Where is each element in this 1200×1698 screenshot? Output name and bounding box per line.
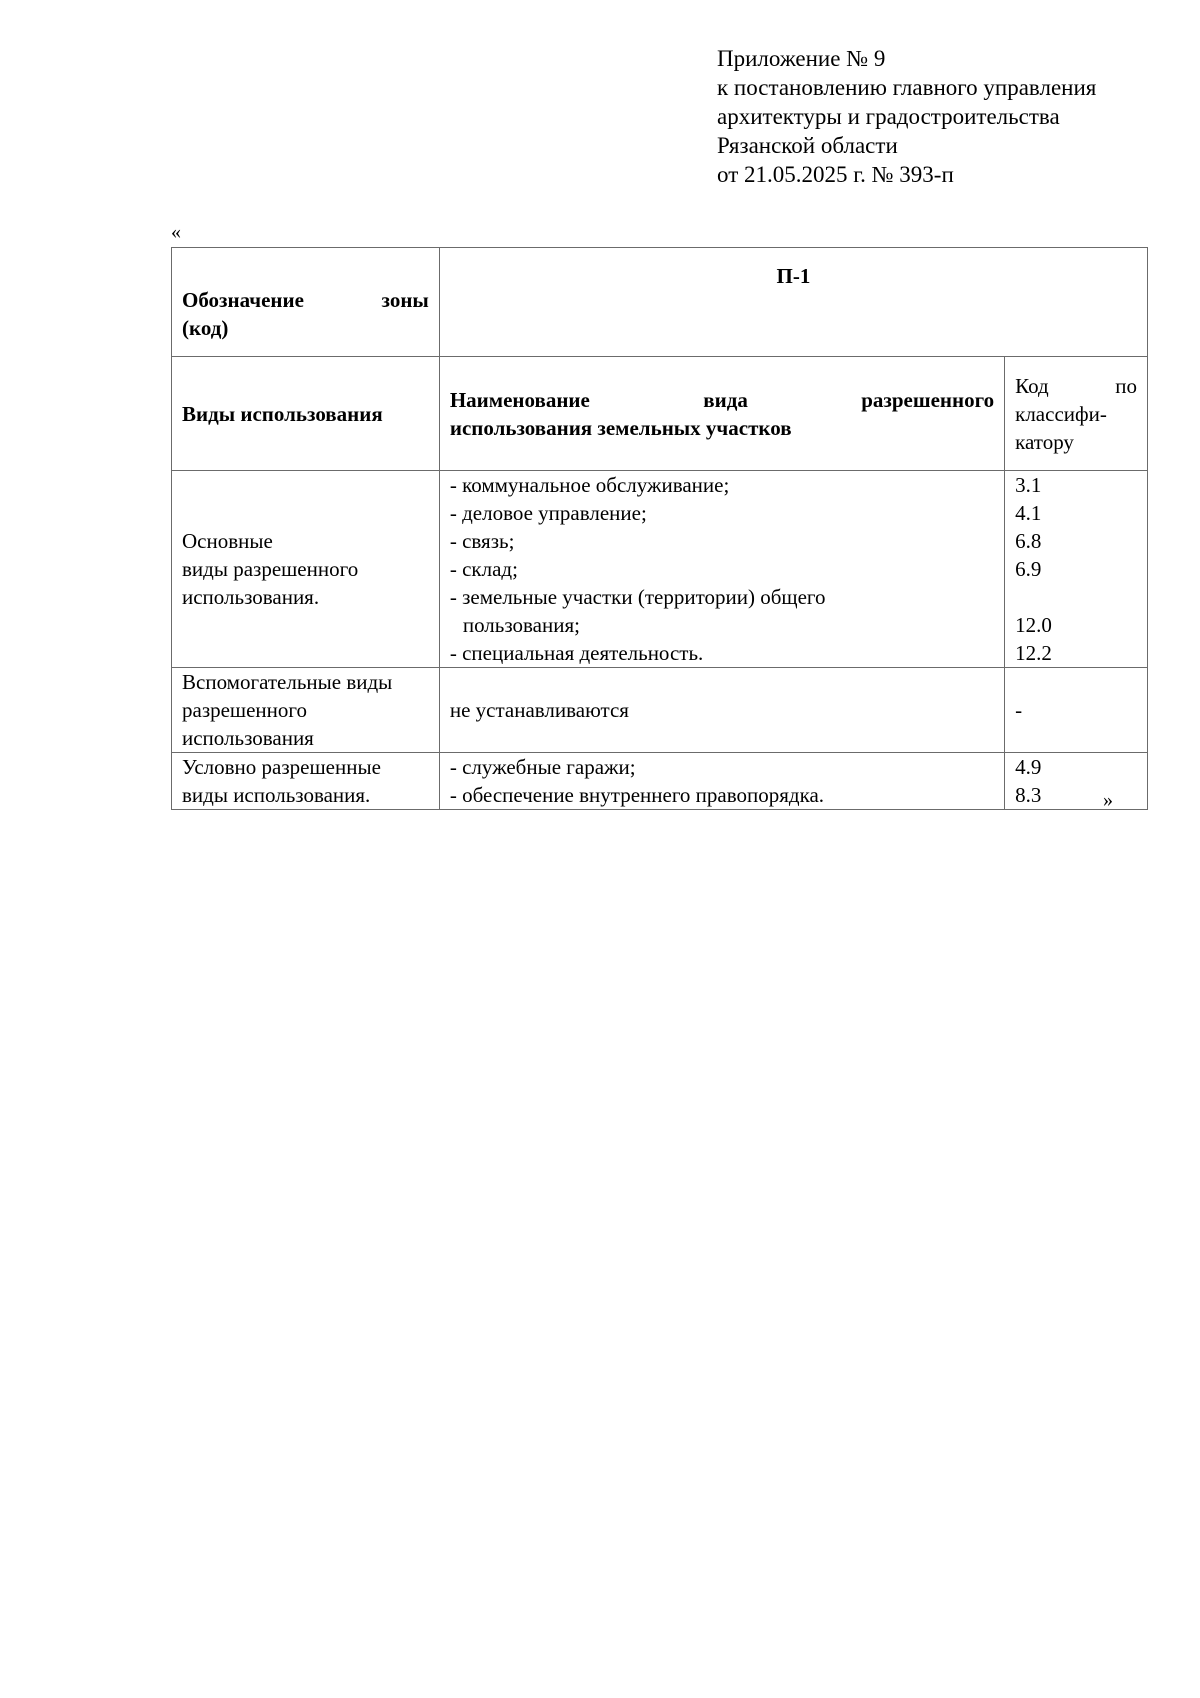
label-line: виды разрешенного: [182, 557, 359, 581]
label-line: виды использования.: [182, 783, 371, 807]
list-item: - земельные участки (территории) общего: [449, 585, 826, 609]
list-item: пользования;: [462, 613, 580, 637]
zone-label-line: Обозначение зоны: [182, 288, 429, 312]
header-line: к постановлению главного управления: [717, 75, 1097, 100]
header-line: архитектуры и градостроительства: [717, 104, 1060, 129]
code-header-line: классифи-: [1015, 401, 1107, 426]
uses-label-cell: Виды использования: [172, 357, 440, 471]
main-uses-list-cell: [439, 471, 1004, 668]
list-item: - коммунальное обслуживание;: [449, 473, 730, 497]
classifier-code: 3.1: [1015, 473, 1042, 497]
zone-label-cell: [172, 248, 440, 357]
label-line: Вспомогательные виды: [182, 670, 393, 694]
list-item: - обеспечение внутреннего правопорядка.: [449, 783, 825, 807]
opening-quote: «: [171, 221, 181, 243]
classifier-code: 8.3: [1015, 783, 1042, 807]
classifier-code: 6.9: [1015, 557, 1042, 581]
auxiliary-code-cell: -: [1005, 668, 1148, 753]
main-uses-codes-cell: [1005, 471, 1148, 668]
table-row-zone-code: [172, 248, 1148, 357]
label-line: Условно разрешенные: [182, 755, 381, 779]
list-item: - склад;: [449, 557, 518, 581]
auxiliary-text-cell: не устанавливаются: [439, 668, 1004, 753]
table-row-column-headers: [172, 357, 1148, 471]
code-header-line: Код по: [1015, 373, 1137, 398]
auxiliary-label-cell: [172, 668, 440, 753]
main-uses-label-cell: [172, 471, 440, 668]
list-item: - специальная деятельность.: [449, 641, 704, 665]
name-header-cell: [439, 357, 1004, 471]
label-line: разрешенного: [182, 698, 307, 722]
table-row-auxiliary-uses: [172, 668, 1148, 753]
list-item: - служебные гаражи;: [449, 755, 636, 779]
classifier-code: 12.0: [1015, 613, 1052, 637]
zone-regulations-table: [171, 247, 1148, 810]
table-row-main-uses: [172, 471, 1148, 668]
zone-code-cell: П-1: [439, 248, 1147, 357]
name-header-line: использования земельных участков: [449, 415, 792, 440]
name-header-line: Наименование вида разрешенного: [449, 387, 995, 412]
header-line: Приложение № 9: [717, 46, 886, 71]
classifier-code: 4.9: [1015, 755, 1042, 779]
list-item: - связь;: [449, 529, 515, 553]
classifier-code: [1015, 583, 1137, 611]
zone-label-line: (код): [182, 316, 229, 340]
conditional-list-cell: [439, 753, 1004, 810]
classifier-code: 4.1: [1015, 501, 1042, 525]
label-line: Основные: [182, 529, 273, 553]
conditional-codes-cell: [1005, 753, 1148, 810]
code-header-line: катору: [1015, 429, 1074, 454]
code-header-cell: [1005, 357, 1148, 471]
classifier-code: 6.8: [1015, 529, 1042, 553]
header-line: от 21.05.2025 г. № 393-п: [717, 162, 954, 187]
list-item: - деловое управление;: [449, 501, 647, 525]
appendix-header: [717, 44, 1096, 189]
label-line: использования.: [182, 585, 320, 609]
closing-quote: »: [1103, 789, 1113, 811]
header-line: Рязанской области: [717, 133, 898, 158]
classifier-code: 12.2: [1015, 641, 1052, 665]
label-line: использования: [182, 726, 314, 750]
conditional-label-cell: [172, 753, 440, 810]
table-row-conditional-uses: [172, 753, 1148, 810]
